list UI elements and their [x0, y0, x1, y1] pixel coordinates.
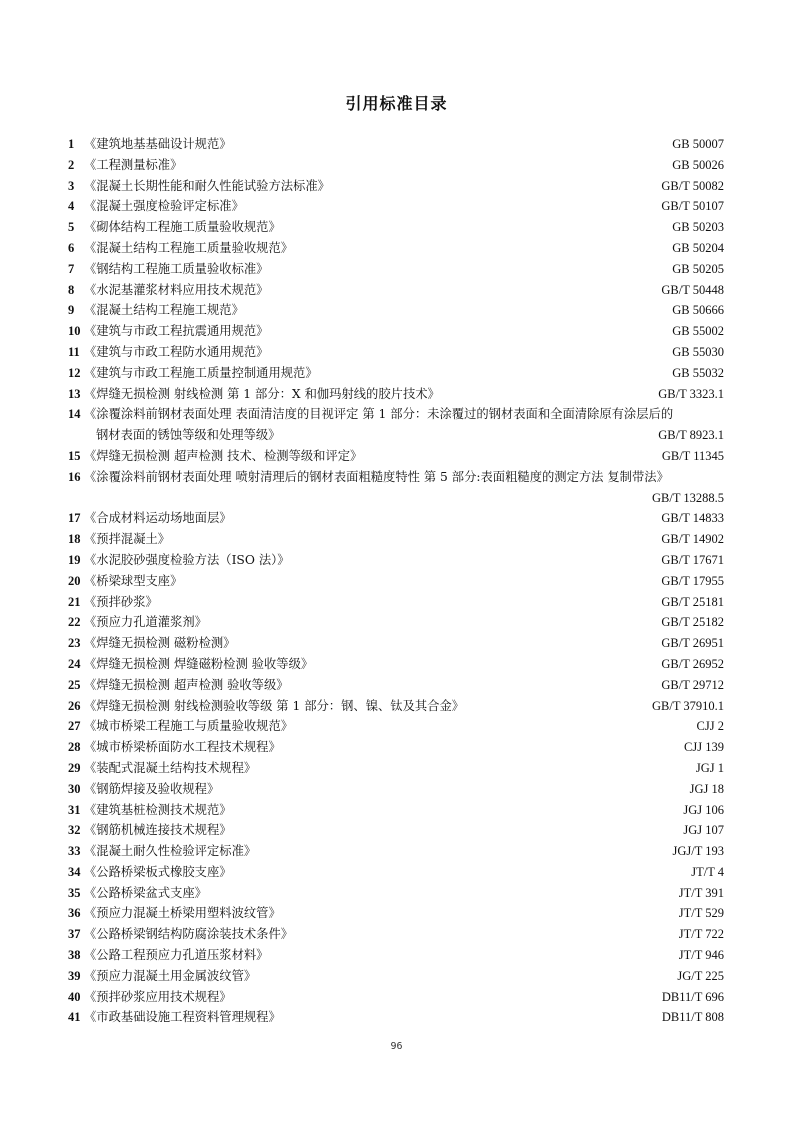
standard-number: 27 [68, 719, 81, 734]
standard-number: 2 [68, 157, 75, 172]
standard-title: 《建筑与市政工程抗震通用规范》 [84, 324, 269, 339]
standard-item [68, 945, 724, 966]
standard-title: 《水泥基灌浆材料应用技术规范》 [84, 282, 269, 297]
standard-number: 22 [68, 615, 81, 630]
standard-code: CJJ 139 [684, 740, 724, 755]
standard-title: 钢材表面的锈蚀等级和处理等级》 [96, 428, 281, 443]
standard-code: JT/T 946 [678, 948, 724, 963]
standard-title: 《预应力混凝土桥梁用塑料波纹管》 [84, 906, 281, 921]
standard-row [68, 820, 724, 841]
standard-title: 《混凝土耐久性检验评定标准》 [84, 844, 257, 859]
standard-row [68, 508, 724, 529]
standard-row [68, 841, 724, 862]
standard-row [68, 321, 724, 342]
standard-code: GB 55032 [672, 365, 724, 380]
standard-code: JGJ 1 [695, 760, 724, 775]
standard-number: 18 [68, 532, 81, 547]
standard-item [68, 155, 724, 176]
standard-row [68, 862, 724, 883]
standard-code: CJJ 2 [696, 719, 724, 734]
standard-title: 《焊缝无损检测 焊缝磁粉检测 验收等级》 [84, 656, 314, 671]
standard-code: GB/T 17671 [661, 552, 724, 567]
standard-number: 32 [68, 823, 81, 838]
standard-item [68, 238, 724, 259]
standard-row [68, 384, 724, 405]
standard-code: GB/T 50082 [661, 178, 724, 193]
standard-code: GB 50204 [672, 240, 724, 255]
standard-item [68, 280, 724, 301]
standard-row [68, 1007, 724, 1028]
standard-code: DB11/T 696 [661, 989, 724, 1004]
standard-item [68, 633, 724, 654]
standard-title: 《水泥胶砂强度检验方法（ISO 法）》 [84, 552, 290, 567]
standard-number: 3 [68, 178, 75, 193]
standards-list [68, 134, 724, 1028]
standard-item [68, 196, 724, 217]
standard-number: 41 [68, 1010, 81, 1025]
standard-code: JT/T 529 [678, 906, 724, 921]
standard-code: GB/T 37910.1 [652, 698, 724, 713]
standard-number: 8 [68, 282, 75, 297]
standard-title: 《涂覆涂料前钢材表面处理 喷射清理后的钢材表面粗糙度特性 第 5 部分:表面粗糙度的测定方法 复制带法》 [84, 469, 669, 484]
standard-item [68, 696, 724, 717]
standard-number: 29 [68, 760, 81, 775]
standard-item [68, 342, 724, 363]
standard-row [68, 425, 724, 446]
standard-item [68, 987, 724, 1008]
standard-row [68, 903, 724, 924]
standard-number: 10 [68, 324, 81, 339]
standard-row [68, 924, 724, 945]
standard-item [68, 779, 724, 800]
standard-title: 《建筑地基基础设计规范》 [84, 137, 232, 151]
standard-title: 《桥梁球型支座》 [84, 573, 183, 588]
standard-number: 1 [68, 137, 75, 151]
standard-code: GB/T 11345 [661, 448, 724, 463]
standard-row [68, 259, 724, 280]
standard-number: 34 [68, 864, 81, 879]
standard-title: 《城市桥梁桥面防水工程技术规程》 [84, 740, 281, 755]
standard-code: JGJ/T 193 [672, 844, 724, 859]
page-number: 96 [390, 1041, 403, 1052]
standard-code: JT/T 722 [678, 927, 724, 942]
standard-item [68, 820, 724, 841]
standard-title: 《工程测量标准》 [84, 157, 183, 172]
standard-row [68, 467, 724, 488]
standard-code: GB/T 29712 [661, 677, 724, 692]
standard-code: GB/T 50107 [661, 199, 724, 214]
standard-item [68, 363, 724, 384]
standard-title: 《装配式混凝土结构技术规程》 [84, 760, 257, 775]
standard-row [68, 696, 724, 717]
standard-number: 38 [68, 948, 81, 963]
standard-title: 《焊缝无损检测 磁粉检测》 [84, 636, 236, 651]
standard-number: 11 [68, 344, 80, 359]
standard-item [68, 675, 724, 696]
standard-row [68, 217, 724, 238]
standard-row [68, 945, 724, 966]
standard-title: 《建筑与市政工程施工质量控制通用规范》 [84, 365, 318, 380]
standard-title: 《预拌混凝土》 [84, 532, 171, 547]
standard-number: 30 [68, 781, 81, 796]
standard-number: 35 [68, 885, 81, 900]
standard-title: 《焊缝无损检测 射线检测验收等级 第 1 部分：钢、镍、钛及其合金》 [84, 698, 465, 713]
standard-code: JG/T 225 [677, 968, 724, 983]
standard-item [68, 176, 724, 197]
standard-title: 《公路工程预应力孔道压浆材料》 [84, 948, 269, 963]
standard-number: 9 [68, 303, 75, 318]
standard-item [68, 217, 724, 238]
standard-title: 《市政基础设施工程资料管理规程》 [84, 1010, 281, 1025]
standard-item [68, 612, 724, 633]
standard-number: 20 [68, 573, 81, 588]
standard-row [68, 675, 724, 696]
standard-item [68, 862, 724, 883]
standard-row [68, 633, 724, 654]
standard-title: 《混凝土结构工程施工质量验收规范》 [84, 240, 294, 255]
standard-code: JT/T 4 [691, 864, 724, 879]
standard-code: GB/T 50448 [661, 282, 724, 297]
standard-row [68, 196, 724, 217]
standard-row [68, 800, 724, 821]
standard-item [68, 446, 724, 467]
standard-title: 《公路桥梁钢结构防腐涂装技术条件》 [84, 927, 294, 942]
standard-number: 16 [68, 469, 81, 484]
standard-item [68, 508, 724, 529]
standard-row [68, 571, 724, 592]
standard-row [68, 280, 724, 301]
standard-row [68, 966, 724, 987]
standard-code: GB/T 3323.1 [658, 386, 724, 401]
standard-number: 14 [68, 407, 81, 422]
standard-item [68, 883, 724, 904]
standard-item [68, 924, 724, 945]
standard-title: 《砌体结构工程施工质量验收规范》 [84, 220, 281, 235]
standard-title: 《钢筋机械连接技术规程》 [84, 823, 232, 838]
standard-number: 15 [68, 448, 81, 463]
standard-row [68, 404, 724, 425]
standard-number: 25 [68, 677, 81, 692]
standard-number: 31 [68, 802, 81, 817]
standard-code: GB/T 26952 [661, 656, 724, 671]
standard-number: 36 [68, 906, 81, 921]
standard-number: 17 [68, 511, 81, 526]
standard-row [68, 550, 724, 571]
standard-title: 《合成材料运动场地面层》 [84, 511, 232, 526]
standard-code: GB 50205 [672, 261, 724, 276]
standard-code: GB/T 26951 [661, 636, 724, 651]
standard-item [68, 259, 724, 280]
standard-item [68, 404, 724, 446]
standard-row [68, 134, 724, 155]
standard-row [68, 987, 724, 1008]
standard-code: JGJ 106 [683, 802, 724, 817]
standard-number: 26 [68, 698, 81, 713]
standard-code: GB 55002 [672, 324, 724, 339]
standard-title: 《混凝土结构工程施工规范》 [84, 303, 244, 318]
standard-title: 《混凝土强度检验评定标准》 [84, 199, 244, 214]
standard-row [68, 155, 724, 176]
standard-item [68, 841, 724, 862]
standard-item [68, 592, 724, 613]
standard-code: GB 55030 [672, 344, 724, 359]
standard-number: 40 [68, 989, 81, 1004]
standard-item [68, 654, 724, 675]
standard-number: 4 [68, 199, 75, 214]
standard-title: 《钢结构工程施工质量验收标准》 [84, 261, 269, 276]
standard-number: 5 [68, 220, 75, 235]
standard-code: GB/T 14902 [661, 532, 724, 547]
standard-item [68, 321, 724, 342]
standard-code: JGJ 18 [689, 781, 724, 796]
standard-code: GB/T 25182 [661, 615, 724, 630]
standard-number: 19 [68, 552, 81, 567]
standard-item [68, 529, 724, 550]
standard-item [68, 300, 724, 321]
standard-title: 《混凝土长期性能和耐久性能试验方法标准》 [84, 178, 330, 193]
standard-code: GB/T 13288.5 [652, 490, 724, 505]
standard-code: JT/T 391 [678, 885, 724, 900]
standard-row [68, 488, 724, 509]
standard-code: GB 50203 [672, 220, 724, 235]
standard-item [68, 1007, 724, 1028]
standard-number: 39 [68, 968, 81, 983]
standard-number: 24 [68, 656, 81, 671]
standard-code: GB/T 8923.1 [658, 428, 724, 443]
standard-number: 33 [68, 844, 81, 859]
standard-number: 21 [68, 594, 81, 609]
standard-item [68, 966, 724, 987]
standard-item [68, 903, 724, 924]
standard-code: GB/T 14833 [661, 511, 724, 526]
standard-row [68, 883, 724, 904]
standard-code: GB 50007 [672, 137, 724, 151]
standard-title: 《预拌砂浆应用技术规程》 [84, 989, 232, 1004]
standard-row [68, 238, 724, 259]
standard-item [68, 571, 724, 592]
standard-row [68, 176, 724, 197]
standard-title: 《预拌砂浆》 [84, 594, 158, 609]
standard-title: 《钢筋焊接及验收规程》 [84, 781, 220, 796]
standard-code: GB 50666 [672, 303, 724, 318]
standard-title: 《涂覆涂料前钢材表面处理 表面清洁度的目视评定 第 1 部分：未涂覆过的钢材表面和全面清除原有涂层后的 [84, 407, 674, 422]
standard-code: GB 50026 [672, 157, 724, 172]
standard-number: 12 [68, 365, 81, 380]
standard-item [68, 737, 724, 758]
standard-row [68, 363, 724, 384]
standard-row [68, 300, 724, 321]
standard-code: GB/T 17955 [661, 573, 724, 588]
standard-item [68, 134, 724, 155]
standard-number: 23 [68, 636, 81, 651]
standard-row [68, 737, 724, 758]
standard-title: 《城市桥梁工程施工与质量验收规范》 [84, 719, 294, 734]
standard-title: 《焊缝无损检测 超声检测 技术、检测等级和评定》 [84, 448, 363, 463]
standard-item [68, 758, 724, 779]
standard-row [68, 716, 724, 737]
standard-row [68, 446, 724, 467]
standard-row [68, 612, 724, 633]
standard-row [68, 779, 724, 800]
standard-code: DB11/T 808 [661, 1010, 724, 1025]
standard-row [68, 758, 724, 779]
standard-number: 6 [68, 240, 75, 255]
standard-number: 37 [68, 927, 81, 942]
standard-title: 《建筑基桩检测技术规范》 [84, 802, 232, 817]
standard-item [68, 716, 724, 737]
standard-number: 7 [68, 261, 75, 276]
standard-title: 《建筑与市政工程防水通用规范》 [84, 344, 269, 359]
standard-item [68, 384, 724, 405]
page-title: 引用标准目录 [345, 94, 448, 113]
standard-row [68, 592, 724, 613]
standard-code: JGJ 107 [683, 823, 724, 838]
standard-title: 《公路桥梁盆式支座》 [84, 885, 207, 900]
standard-number: 13 [68, 386, 81, 401]
standard-code: GB/T 25181 [661, 594, 724, 609]
standard-title: 《焊缝无损检测 射线检测 第 1 部分：X 和伽玛射线的胶片技术》 [84, 386, 440, 401]
standard-item [68, 800, 724, 821]
standard-title: 《预应力孔道灌浆剂》 [84, 615, 207, 630]
standard-title: 《预应力混凝土用金属波纹管》 [84, 968, 257, 983]
standard-row [68, 342, 724, 363]
standard-number: 28 [68, 740, 81, 755]
standard-title: 《焊缝无损检测 超声检测 验收等级》 [84, 677, 289, 692]
standard-title: 《公路桥梁板式橡胶支座》 [84, 864, 232, 879]
standard-row [68, 529, 724, 550]
standard-item [68, 550, 724, 571]
standard-item [68, 467, 724, 509]
standard-row [68, 654, 724, 675]
